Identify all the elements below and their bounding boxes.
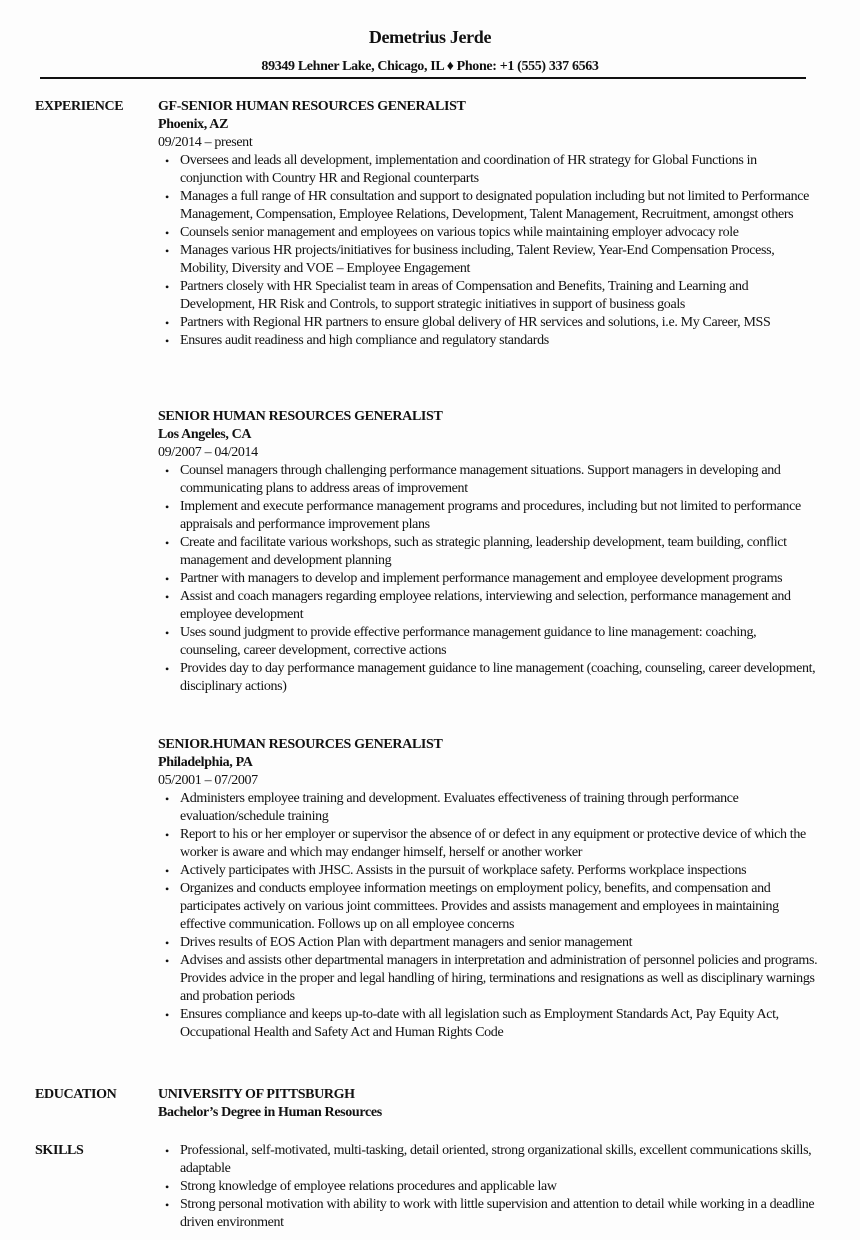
job-entry [158, 736, 818, 1042]
section-label-experience: EXPERIENCE [35, 99, 124, 114]
skill-item: • Strong personal motivation with ability to work with little supervision and attention to detail while working in a deadline driven environment [180, 1196, 818, 1232]
bullet-item: • Organizes and conducts employee information meetings on employment policy, benefits, and compensation and participates actively on various joint committees. Provides and assists management and employees in maintaining effective communication. Follows up on all employee concerns [180, 880, 818, 934]
job-entry [158, 98, 818, 350]
bullet-item: • Actively participates with JHSC. Assists in the pursuit of workplace safety. Performs workplace inspections [180, 862, 818, 880]
bullet-item: • Administers employee training and development. Evaluates effectiveness of training through performance evaluation/schedule training [180, 790, 818, 826]
skills-list [158, 1142, 818, 1232]
degree: Bachelor’s Degree in Human Resources [158, 1105, 382, 1120]
bullet-item: • Uses sound judgment to provide effective performance management guidance to line management: coaching, counseling, career development, corrective actions [180, 624, 818, 660]
candidate-name: Demetrius Jerde [368, 27, 492, 47]
bullet-item: • Ensures audit readiness and high compliance and regulatory standards [180, 332, 818, 350]
job-location: Phoenix, AZ [158, 117, 229, 132]
job-location: Los Angeles, CA [158, 427, 252, 442]
job-entry [158, 408, 818, 696]
bullet-item: • Oversees and leads all development, implementation and coordination of HR strategy for Global Functions in conjunction with Country HR and Regional counterparts [180, 152, 818, 188]
education-entry [158, 1086, 818, 1122]
job-dates: 09/2014 – present [158, 135, 253, 150]
bullet-item: • Create and facilitate various workshops, such as strategic planning, leadership development, team building, conflict management and development planning [180, 534, 818, 570]
bullet-item: • Counsel managers through challenging performance management situations. Support managers in developing and communicating plans to address areas of improvement [180, 462, 818, 498]
school-name: UNIVERSITY OF PITTSBURGH [158, 1087, 355, 1102]
bullet-item: • Partners closely with HR Specialist team in areas of Compensation and Benefits, Training and Learning and Development, HR Risk and Controls, to support strategic initiatives in support of business goals [180, 278, 818, 314]
header-divider [40, 77, 806, 79]
job-bullets [158, 462, 818, 696]
bullet-item: • Manages a full range of HR consultation and support to designated population including but not limited to Performance Management, Compensation, Employee Relations, Development, Talent Management, Recruitment, amongst others [180, 188, 818, 224]
job-dates: 09/2007 – 04/2014 [158, 445, 258, 460]
skills-entry [158, 1142, 818, 1232]
bullet-item: • Ensures compliance and keeps up-to-date with all legislation such as Employment Standards Act, Pay Equity Act, Occupational Health and Safety Act and Human Rights Code [180, 1006, 818, 1042]
bullet-item: • Advises and assists other departmental managers in interpretation and administration of personnel policies and programs. Provides advice in the proper and legal handling of hiring, terminations and resignations as well as disciplinary warnings and probation periods [180, 952, 818, 1006]
bullet-item: • Assist and coach managers regarding employee relations, interviewing and selection, performance management and employee development [180, 588, 818, 624]
bullet-item: • Partners with Regional HR partners to ensure global delivery of HR services and solutions, i.e. My Career, MSS [180, 314, 818, 332]
contact-line: 89349 Lehner Lake, Chicago, IL ♦ Phone: +1 (555) 337 6563 [261, 59, 599, 74]
job-title: SENIOR HUMAN RESOURCES GENERALIST [158, 409, 443, 424]
bullet-item: • Drives results of EOS Action Plan with department managers and senior management [180, 934, 818, 952]
bullet-item: • Manages various HR projects/initiatives for business including, Talent Review, Year-End Compensation Process, Mobility, Diversity and VOE – Employee Engagement [180, 242, 818, 278]
bullet-item: • Provides day to day performance management guidance to line management (coaching, counseling, career development, disciplinary actions) [180, 660, 818, 696]
job-title: SENIOR.HUMAN RESOURCES GENERALIST [158, 737, 443, 752]
job-title: GF-SENIOR HUMAN RESOURCES GENERALIST [158, 99, 466, 114]
bullet-item: • Implement and execute performance management programs and procedures, including but not limited to performance appraisals and performance improvement plans [180, 498, 818, 534]
skill-item: • Strong knowledge of employee relations procedures and applicable law [180, 1178, 818, 1196]
bullet-item: • Counsels senior management and employees on various topics while maintaining employer advocacy role [180, 224, 818, 242]
skill-item: • Professional, self-motivated, multi-tasking, detail oriented, strong organizational skills, excellent communications skills, adaptable [180, 1142, 818, 1178]
job-bullets [158, 790, 818, 1042]
job-bullets [158, 152, 818, 350]
section-label-skills: SKILLS [35, 1143, 84, 1158]
bullet-item: • Report to his or her employer or supervisor the absence of or defect in any equipment or protective device of which the worker is aware and which may endanger himself, herself or another worker [180, 826, 818, 862]
job-dates: 05/2001 – 07/2007 [158, 773, 258, 788]
section-label-education: EDUCATION [35, 1087, 117, 1102]
bullet-item: • Partner with managers to develop and implement performance management and employee development programs [180, 570, 818, 588]
job-location: Philadelphia, PA [158, 755, 253, 770]
